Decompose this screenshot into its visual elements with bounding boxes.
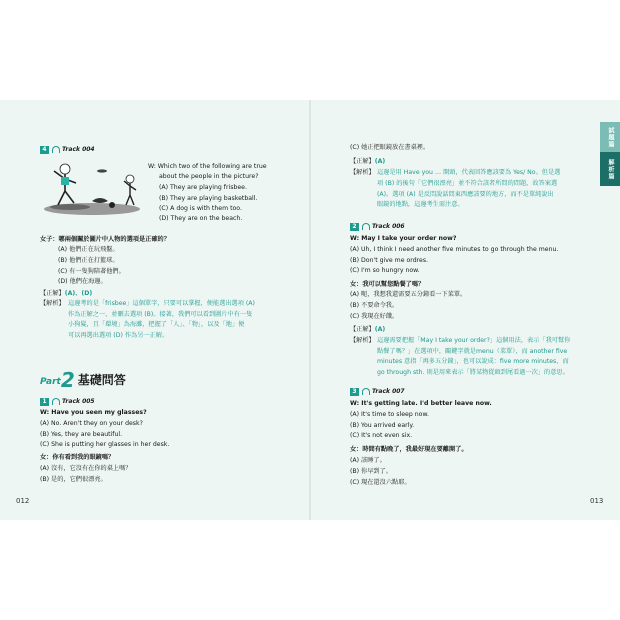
tab-answers-section[interactable]: 解析篇 [600,152,620,186]
headphone-icon [52,146,60,153]
q2-explain-line-3: minutes 意指「再多五分鐘」，也可以說成：five more minutes，而 [377,358,569,365]
q4-answer [40,289,92,298]
part-title: 基礎問答 [77,373,126,387]
track-label: Track 007 [372,388,405,395]
right-page-number: 013 [590,497,604,505]
answer-value: (A) [374,158,386,165]
q3-zh-option-a: (A) 該睡了。 [350,457,386,464]
q2-question: W: May I take your order now? [350,235,457,242]
q4-question-line-2: about the people in the picture? [159,173,259,180]
answer-label: 【正解】 [40,290,65,297]
track-label: Track 006 [372,223,405,230]
q4-zh-option-b: (B) 他們正在打籃球。 [58,257,119,264]
q3-option-a: (A) It's time to sleep now. [350,411,429,418]
q4-zh-question: 女子：哪兩個關於圖片中人物的選項是正確的？ [40,236,170,243]
q4-header [40,145,95,154]
q1-question: W: Have you seen my glasses? [40,409,147,416]
answer-value: (A) [374,326,386,333]
q1-zh-option-a: (A) 沒有，它沒有在你的桌上嗎？ [40,465,132,472]
q2-header [350,222,405,231]
q1-zh-option-c: (C) 她正把眼鏡放在書桌裡。 [350,144,430,151]
q3-header [350,387,405,396]
q3-question: W: It's getting late. I'd better leave now. [350,400,492,407]
q2-zh-option-c: (C) 我現在好餓。 [350,313,399,320]
q2-zh-option-a: (A) 呃，我想我還需要五分鐘看一下菜單。 [350,291,467,298]
answer-label: 【正解】 [350,326,375,333]
q1-zh-question: 女：你有看到我的眼鏡嗎？ [40,454,115,461]
q2-zh-option-b: (B) 不要命令我。 [350,302,399,309]
part-digit: 2 [60,368,75,392]
q4-explain-line-1: 這邊考的是「frisbee」這個單字，只要可以掌握，便能選出選項 (A) [68,300,255,307]
q3-zh-question: 女：時間有點晚了，我最好現在要離開了。 [350,446,468,453]
q1-option-b: (B) Yes, they are beautiful. [40,431,123,438]
headphone-icon [52,398,60,405]
headphone-icon [362,223,370,230]
q4-zh-option-a: (A) 他們正在玩飛盤。 [58,246,119,253]
q1-explain-line-1: 這邊是用 Have you … 開頭，代表回答應該要為 Yes/ No。但是選 [377,169,561,176]
q3-zh-option-c: (C) 現在還沒六點耶。 [350,479,411,486]
part-word: Part [40,377,61,387]
q4-zh-option-c: (C) 有一隻狗陪著他們。 [58,268,125,275]
q2-explain-line-4: go through sth. 則是用來表示「將某物從頭到尾看過一次」的意思。 [377,369,569,376]
track-label: Track 004 [62,146,95,153]
question-number: 3 [350,388,359,396]
tab-test-section[interactable]: 試題篇 [600,122,620,152]
q3-option-c: (C) It's not even six. [350,432,413,439]
q4-zh-option-d: (D) 他們在海邊。 [58,278,107,285]
q2-option-b: (B) Don't give me ordres. [350,257,429,264]
q3-option-b: (B) You arrived early. [350,422,415,429]
question-number: 1 [40,398,49,406]
q4-explain-line-4: 可以再選出選項 (D) 作為另一正解。 [68,332,169,339]
headphone-icon [362,388,370,395]
q2-option-a: (A) Uh, I think I need another five minutes to go through the menu. [350,246,559,253]
q4-explain-label: 【解析】 [40,300,65,307]
question-number: 4 [40,146,49,154]
q1-explain-line-2: 項 (B) 的後句「它們很漂亮」並不符合該者所問的問題，故答案選 [377,180,558,187]
q4-explain-line-2: 作為正解之一，並刪去選項 (B)。接著，我們可以看到圖片中有一隻 [68,311,253,318]
q1-explain-line-4: 眼鏡的地點，這邊考生需注意。 [377,201,464,208]
q2-option-c: (C) I'm so hungry now. [350,267,420,274]
q2-zh-question: 女：我可以幫您點餐了嗎？ [350,281,425,288]
q1-option-c: (C) She is putting her glasses in her desk. [40,441,170,448]
question-number: 2 [350,223,359,231]
q1-answer [350,157,385,166]
q4-option-d: (D) They are on the beach. [159,215,243,222]
track-label: Track 005 [62,398,95,405]
q4-option-a: (A) They are playing frisbee. [159,184,247,191]
q2-explain-line-1: 這邊需要把握「May I take your order?」這個用法，表示「我可幫你 [377,337,571,344]
q2-explain-line-2: 點餐了嗎？」在選項中，關鍵字就是menu（菜單），而 another five [377,348,568,355]
q1-explain-line-3: (A)。選項 (A) 是反問說話問東西應該要的地方，而不是單純說出 [377,191,554,198]
q1-zh-option-b: (B) 是的，它們很漂亮。 [40,476,107,483]
q1-explain-label: 【解析】 [350,169,375,176]
q1-option-a: (A) No. Aren't they on your desk? [40,420,143,427]
q4-explain-line-3: 小狗髮，且「環境」為海灘，把握了「人」、「物」，以及「地」便 [68,321,245,328]
q3-zh-option-b: (B) 你早到了。 [350,468,392,475]
q2-explain-label: 【解析】 [350,337,375,344]
q4-option-b: (B) They are playing basketball. [159,195,258,202]
beach-frisbee-illustration [40,157,144,217]
answer-value: (A)、(D) [64,290,93,297]
q4-question-line-1: W: Which two of the following are true [148,163,267,170]
answer-label: 【正解】 [350,158,375,165]
part-heading [40,368,126,392]
q4-option-c: (C) A dog is with them too. [159,205,242,212]
q1-header [40,397,95,406]
q2-answer [350,325,385,334]
left-page-number: 012 [16,497,30,505]
